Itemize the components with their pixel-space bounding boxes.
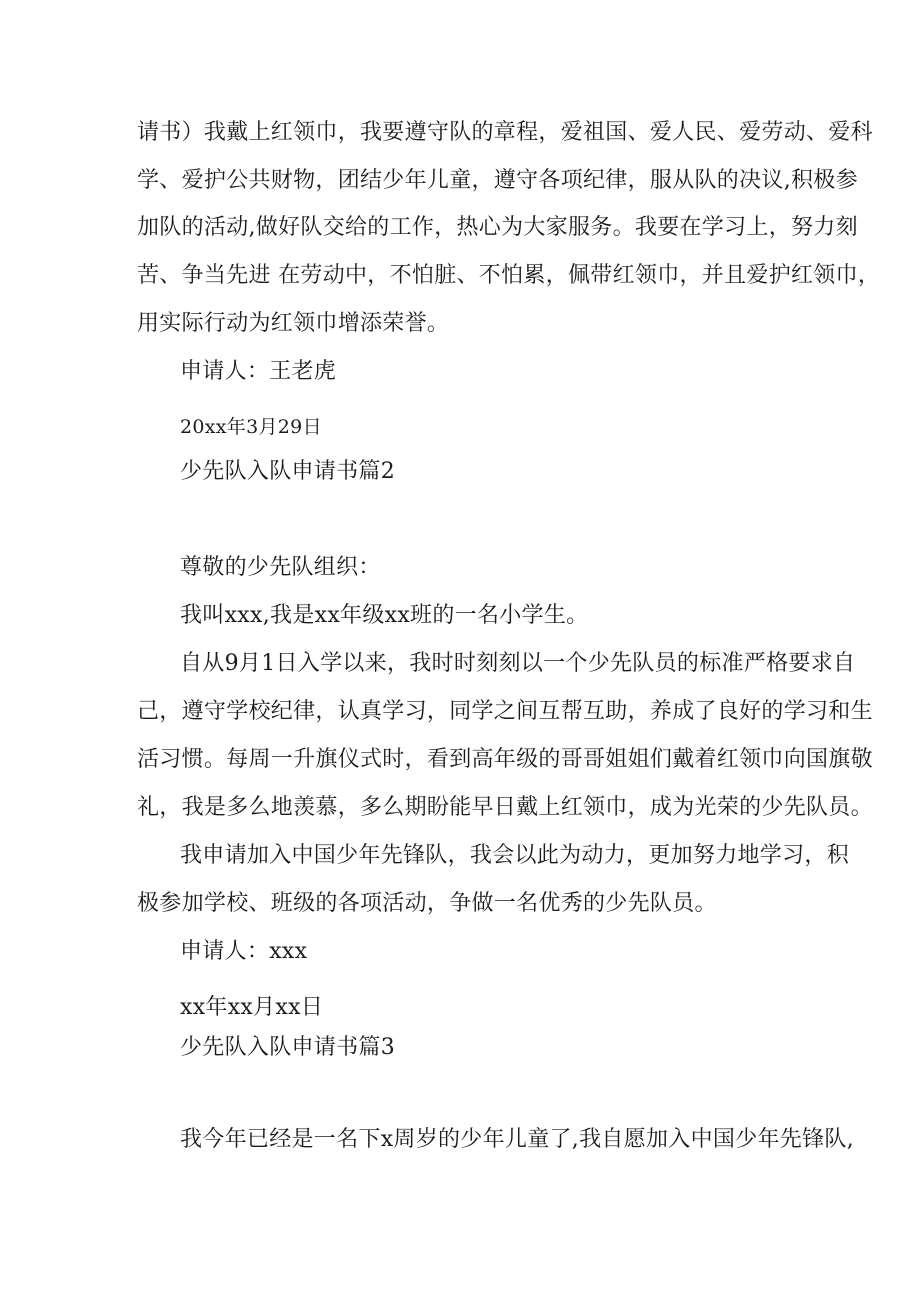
application-date: 20xx年3月29日 bbox=[180, 416, 322, 438]
paragraph-line: 请书）我戴上红领巾，我要遵守队的章程，爱祖国、爱人民、爱劳动、爱科 bbox=[137, 120, 873, 145]
paragraph-line: 极参加学校、班级的各项活动，争做一名优秀的少先队员。 bbox=[137, 891, 717, 916]
applicant-signature: 申请人：王老虎 bbox=[180, 359, 337, 384]
paragraph-line: 用实际行动为红领巾增添荣誉。 bbox=[137, 311, 450, 336]
salutation: 尊敬的少先队组织： bbox=[180, 555, 381, 580]
paragraph-line: 我今年已经是一名下x周岁的少年儿童了,我自愿加入中国少年先锋队, bbox=[180, 1127, 854, 1152]
application-date: xx年xx月xx日 bbox=[180, 995, 324, 1020]
paragraph-line: 己，遵守学校纪律，认真学习，同学之间互帮互助，养成了良好的学习和生 bbox=[137, 699, 873, 724]
section-heading: 少先队入队申请书篇3 bbox=[180, 1035, 395, 1060]
applicant-signature: 申请人：xxx bbox=[180, 939, 308, 964]
intro-line: 我叫xxx,我是xx年级xx班的一名小学生。 bbox=[180, 603, 589, 628]
paragraph-line: 加队的活动,做好队交给的工作，热心为大家服务。我要在学习上，努力刻 bbox=[137, 215, 858, 240]
paragraph-line: 自从9月1日入学以来，我时时刻刻以一个少先队员的标准严格要求自 bbox=[180, 651, 856, 676]
paragraph-line: 学、爱护公共财物，团结少年儿童，遵守各项纪律，服从队的决议,积极参 bbox=[137, 168, 858, 193]
section-heading: 少先队入队申请书篇2 bbox=[180, 459, 395, 484]
paragraph-line: 我申请加入中国少年先锋队，我会以此为动力，更加努力地学习，积 bbox=[180, 843, 850, 868]
paragraph-line: 活习惯。每周一升旗仪式时，看到高年级的哥哥姐姐们戴着红领巾向国旗敬 bbox=[137, 747, 873, 772]
paragraph-line: 礼，我是多么地羡慕，多么期盼能早日戴上红领巾，成为光荣的少先队员。 bbox=[137, 795, 873, 820]
paragraph-line: 苦、争当先进 在劳动中，不怕脏、不怕累，佩带红领巾，并且爱护红领巾， bbox=[137, 263, 881, 288]
